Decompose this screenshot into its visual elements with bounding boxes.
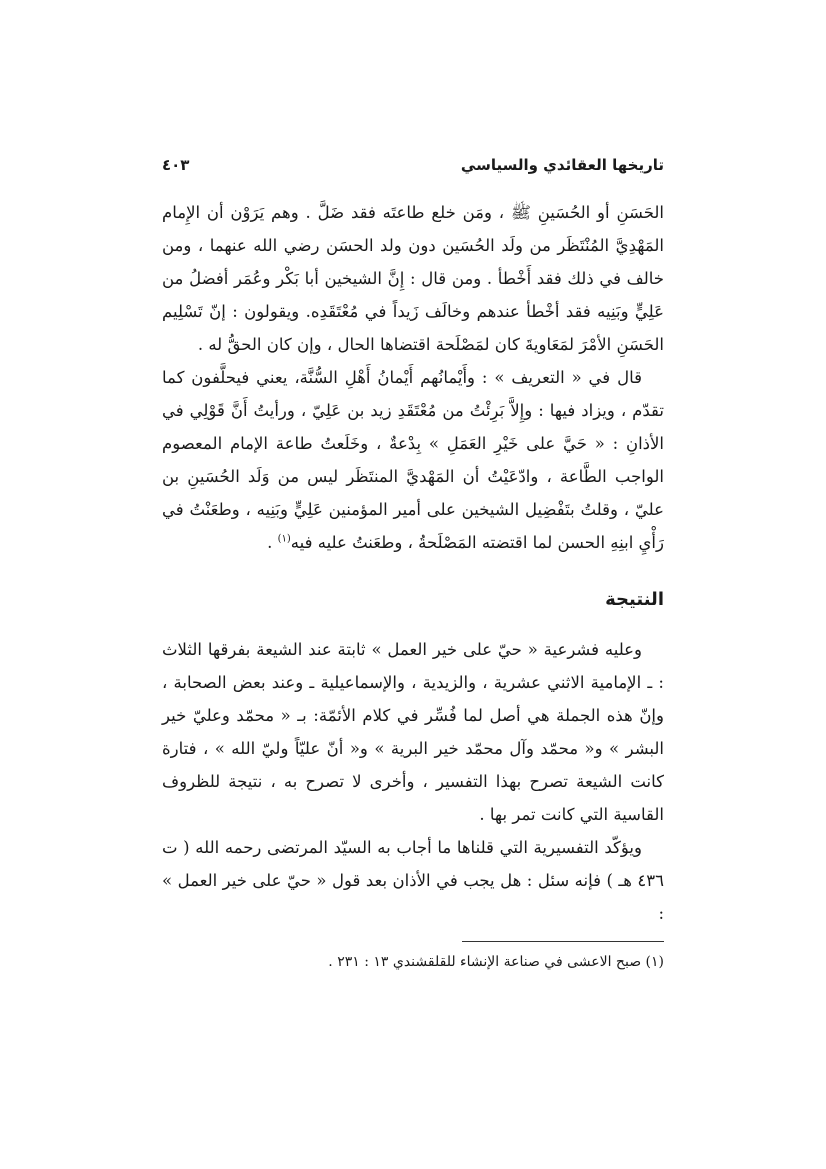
footnote-divider xyxy=(462,941,664,942)
main-text xyxy=(162,196,664,930)
paragraph-3: وعليه فشرعية « حيّ على خير العمل » ثابتة عند الشيعة بفرقها الثلاث : ـ الإمامية الاثني عشرية ، والزيدية ، والإسماعيلية ـ وعند بعض الصحابة ، وإنّ هذه الجملة هي أصل لما فُسِّر في كلام الأئمّة: بـ « محمّد وعليّ خير البشر » و« محمّد وآل محمّد خير البرية » و« أنّ عليّاً وليّ الله » ، فتارة كانت الشيعة تصرح بهذا التفسير ، وأخرى لا تصرح به ، نتيجة للظروف القاسية التي كانت تمر بها . xyxy=(162,640,664,824)
footnote-reference[interactable]: (١) xyxy=(277,533,291,545)
footnote-text: (١) صبح الاعشى في صناعة الإنشاء للقلقشندي ١٣ : ٢٣١ . xyxy=(328,954,664,970)
footnote xyxy=(162,950,664,974)
paragraph-1: الحَسَنِ أو الحُسَينِ ﷺ ، ومَن خلع طاعتَه فقد ضَلَّ . وهم يَرَوْن أن الإِمام المَهْدِيَّ المُنْتَظَر من ولَد الحُسَين دون ولد الحسَن رضي الله عنهما ، ومن خالف في ذلك فقد أَخْطأ . ومن قال : إِنَّ الشيخين أبا بَكْر وعُمَر أفضلُ من عَلِيٍّ وبَنِيه فقد أخْطأ عندهم وخالَف زَيداً في مُعْتَقَدِه. ويقولون : إنّ تَسْلِيم الحَسَنِ الأمْرَ لمَعَاويةَ كان لمَصْلَحة اقتضاها الحال ، وإن كان الحقُّ له . xyxy=(162,203,664,354)
paragraph-2 xyxy=(162,361,664,559)
paragraph-2-text: قال في « التعريف » : وأَيْمانُهم أَيْمانُ أَهْلِ السُّنَّة، يعني فيحلَّفون كما تقدّم ، ويزاد فيها : وإِلاَّ بَرِئْتُ من مُعْتَقَدِ زيد بن عَلِيّ ، ورأيتُ أَنَّ قَوْلِي في الأذانِ : « حَيَّ على خَيْرِ العَمَلِ » بِدْعةٌ ، وخَلَعتُ طاعة الإمام المعصوم الواجب الطَّاعة ، وادّعَيْتُ أن المَهْديَّ المنتَظَر ليس من وَلَد الحُسَينِ بن عليّ ، وقلتُ بتَفْضِيل الشيخين على أمير المؤمنين عَلِيٍّ وبَنِيه ، وطعَنْتُ في رَأْيِ ابنِهِ الحسن لما اقتضته المَصْلَحةُ ، وطعَنتُ عليه فيه xyxy=(162,368,664,552)
running-header xyxy=(162,150,664,180)
paragraph-4: ويؤكّد التفسيرية التي قلناها ما أجاب به السيّد المرتضى رحمه الله ( ت ٤٣٦ هـ ) فإنه سئل : هل يجب في الأذان بعد قول « حيّ على خير العمل » : xyxy=(162,838,664,923)
page-number: ٤٠٣ xyxy=(162,156,190,174)
running-title: تاريخها العقائدي والسياسي xyxy=(460,156,664,174)
paragraph-2-tail: . xyxy=(267,533,278,552)
section-heading: النتيجة xyxy=(605,589,664,610)
